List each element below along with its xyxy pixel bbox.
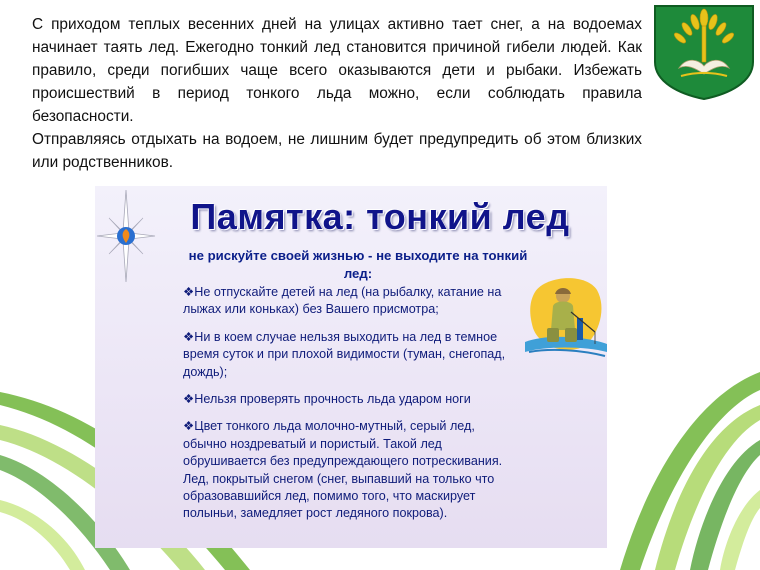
memo-rules-list: [183, 284, 513, 533]
coat-of-arms-icon: [651, 4, 757, 100]
list-item: ❖Ни в коем случае нельзя выходить на лед в темное время суток и при плохой видимости (туман, снегопад, дождь);: [183, 329, 506, 379]
intro-paragraph-2: Отправляясь отдыхать на водоем, не лишним будет предупредить об этом близких или родственников.: [32, 131, 642, 171]
list-item: ❖Нельзя проверять прочность льда ударом ноги: [183, 392, 471, 407]
list-item: ❖Не отпускайте детей на лед (на рыбалку, катание на лыжах или коньках) без Вашего присмотра;: [183, 285, 502, 317]
intro-paragraph-1: С приходом теплых весенних дней на улицах активно тает снег, а на водоемах начинает таять лед. Ежегодно тонкий лед становится причиной гибели людей. Как правило, среди погибших чаще всего оказываются дети и рыбаки. Избежать происшествий в период тонкого льда можно, если соблюдать правила безопасности.: [32, 16, 642, 125]
memo-title: Памятка: тонкий лед: [190, 196, 570, 237]
memo-card: [95, 186, 607, 548]
memo-subtitle: не рискуйте своей жизнью - не выходите на тонкий лед:: [188, 248, 528, 281]
compass-star-icon: [95, 188, 157, 284]
ice-fisherman-icon: [525, 272, 607, 364]
intro-text: [32, 13, 642, 174]
list-item: ❖Цвет тонкого льда молочно-мутный, серый лед, обычно ноздреватый и пористый. Такой лед обрушивается без предупреждающего потрескивания. Лед, покрытый снегом (снег, выпавший на только что образовавшийся лед, помимо того, что маскирует полыньи, замедляет рост ледяного покрова).: [183, 419, 503, 521]
